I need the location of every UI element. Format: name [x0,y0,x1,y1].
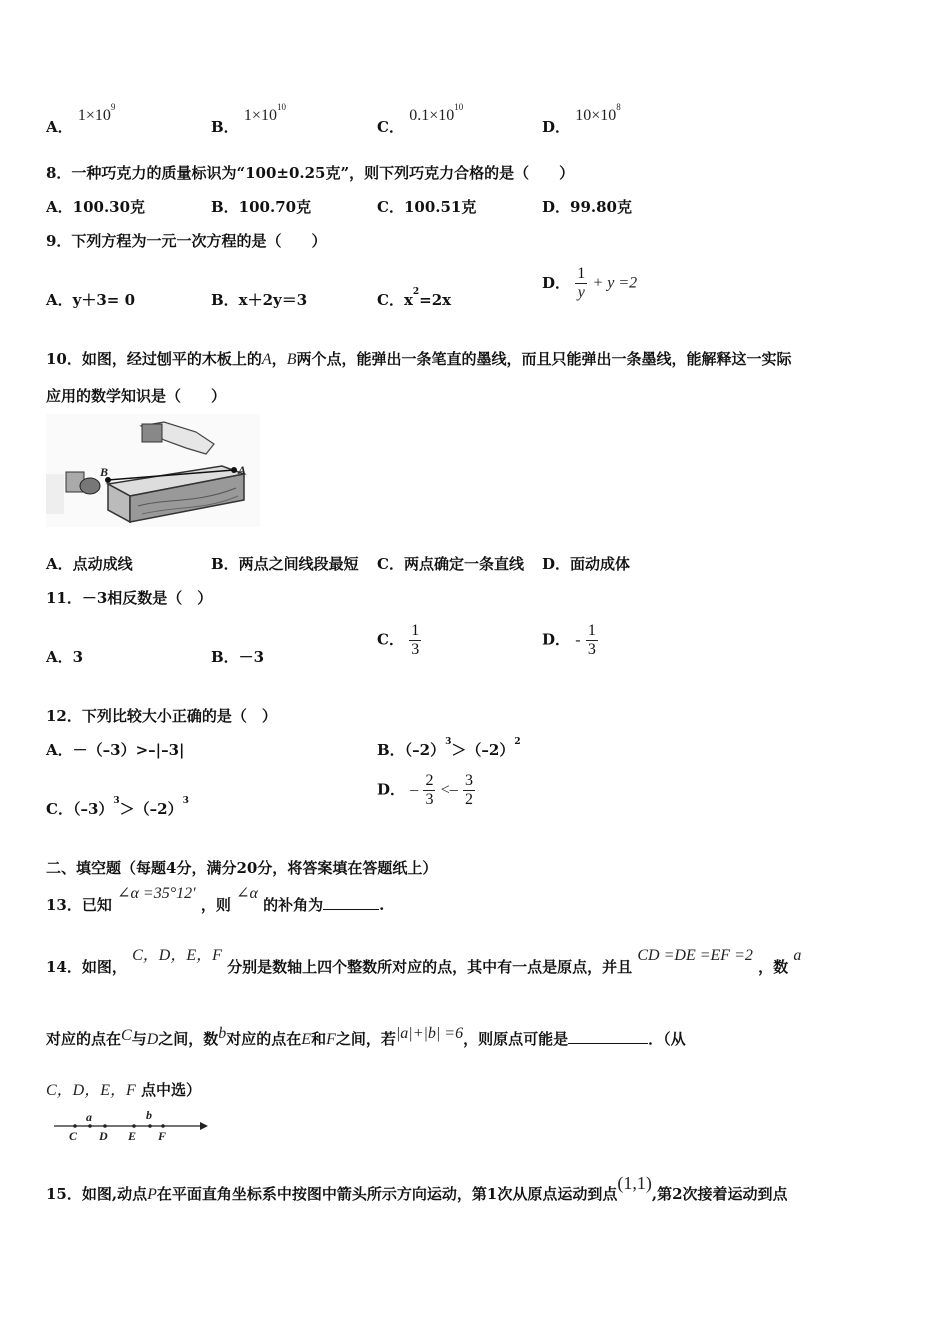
q14-line1: 14．如图， C，D，E，F 分别是数轴上四个整数所对应的点，其中有一点是原点，并且 CD =DE =EF =2 ，数 a [46,947,802,976]
q7-option-a-value: $1\times 10^9$ [77,102,116,124]
q14-abs-equation: |a|+|b| =6 [395,1025,464,1042]
q7-option-a: A． $1\times 10^9$ [46,102,116,136]
q13-angle: ∠α =35°12′ [117,885,196,902]
q8-option-d: D．99.80克 [542,198,632,216]
q12-option-d: D． – $\frac{2}{3}$ <– $\frac{3}{2}$ [377,772,473,808]
q8-option-a: A．100.30克 [46,198,146,216]
q9-option-c: C．$x^2=2x$ [377,287,452,309]
q12-option-b: B．$(-2)^3>(-2)^2$ [377,737,521,759]
q7-option-d-value: $10\times 10^8$ [575,102,621,124]
q11-option-c-fraction: $\frac{1}{3}$ [411,622,420,658]
q12-stem: 12．下列比较大小正确的是（ ） [46,707,277,725]
q14-equation: CD =DE =EF =2 [637,947,753,964]
q9-option-d: D． $\frac{1}{y}$ + y =2 [542,265,638,301]
q11-option-c: C． $\frac{1}{3}$ [377,622,420,658]
axis-label-d: D [99,1129,108,1143]
number-line-figure [50,1104,210,1144]
section-2-title: 二、填空题（每题4分，满分20分，将答案填在答题纸上） [46,859,438,877]
q10-option-b: B．两点之间线段最短 [211,555,359,573]
q8-option-b: B．100.70克 [211,198,312,216]
q12-option-c: C．$(-3)^3>(-2)^3$ [46,796,189,818]
q13-answer-blank[interactable] [323,909,379,910]
q11-option-a: A．3 [46,648,84,666]
q12-option-a: A．－（–3）>–|–3| [46,741,185,759]
axis-label-b: b [146,1108,152,1122]
axis-label-f: F [158,1129,167,1143]
q9-option-a: A．y＋3= 0 [46,291,136,309]
q7-option-b: B． $1\times 10^{10}$ [211,102,286,136]
q12-option-d-fraction-1: $\frac{2}{3}$ [425,772,434,808]
q10-option-a: A．点动成线 [46,555,133,573]
q7-option-d: D． $10\times 10^8$ [542,102,621,136]
q12-option-d-fraction-2: $\frac{3}{2}$ [464,772,473,808]
q13-angle-alpha: ∠α [236,885,258,902]
q8-stem: 8．一种巧克力的质量标识为“100±0.25克”，则下列巧克力合格的是（ ） [46,164,575,182]
q14-number-line [50,1104,210,1144]
q10-stem-line2: 应用的数学知识是（ ） [46,387,227,405]
q11-option-b: B．－3 [211,648,265,666]
q7-option-c-value: $0.1\times 10^{10}$ [409,102,464,124]
q10-stem-line1: 10．如图，经过刨平的木板上的A，B两个点，能弹出一条笔直的墨线，而且只能弹出一条墨线，能解释这一实际 [46,350,792,368]
q13-text: 13．已知 ∠α =35°12′ ，则 ∠α 的补角为 . [46,885,385,914]
axis-label-a: a [86,1110,92,1124]
q10-option-c: C．两点确定一条直线 [377,555,524,573]
q11-stem: 11．－3相反数是（ ） [46,589,213,607]
q14-points: C，D，E，F [132,947,222,964]
q9-stem: 9．下列方程为一元一次方程的是（ ） [46,232,327,250]
q8-option-c: C．100.51克 [377,198,477,216]
axis-label-c: C [69,1129,78,1143]
q9-option-d-fraction: $\frac{1}{y}$ [577,265,586,301]
q10-figure-label-b: B [100,465,109,479]
q11-option-d: D． - $\frac{1}{3}$ [542,622,596,658]
q10-figure [46,414,260,527]
q15-point: (1,1) [617,1173,652,1193]
wooden-board-image [46,414,260,527]
axis-label-e: E [128,1129,137,1143]
q7-option-b-value: $1\times 10^{10}$ [243,102,286,124]
q11-option-d-fraction: $\frac{1}{3}$ [587,622,596,658]
q10-option-d: D．面动成体 [542,555,631,573]
q14-line3: C，D，E，F 点中选） [46,1081,202,1099]
q9-option-b: B．x＋2y＝3 [211,291,308,309]
q7-option-c: C． $0.1\times 10^{10}$ [377,102,464,136]
q14-line2: 对应的点在C与D之间，数b对应的点在E和F之间，若|a|+|b| =6，则原点可能是 ．（从 [46,1025,686,1048]
q14-answer-blank[interactable] [568,1043,648,1044]
q15-text: 15．如图,动点P在平面直角坐标系中按图中箭头所示方向运动，第1次从原点运动到点(1,1),第2次接着运动到点 [46,1173,788,1203]
q10-figure-label-a: A [238,463,247,477]
